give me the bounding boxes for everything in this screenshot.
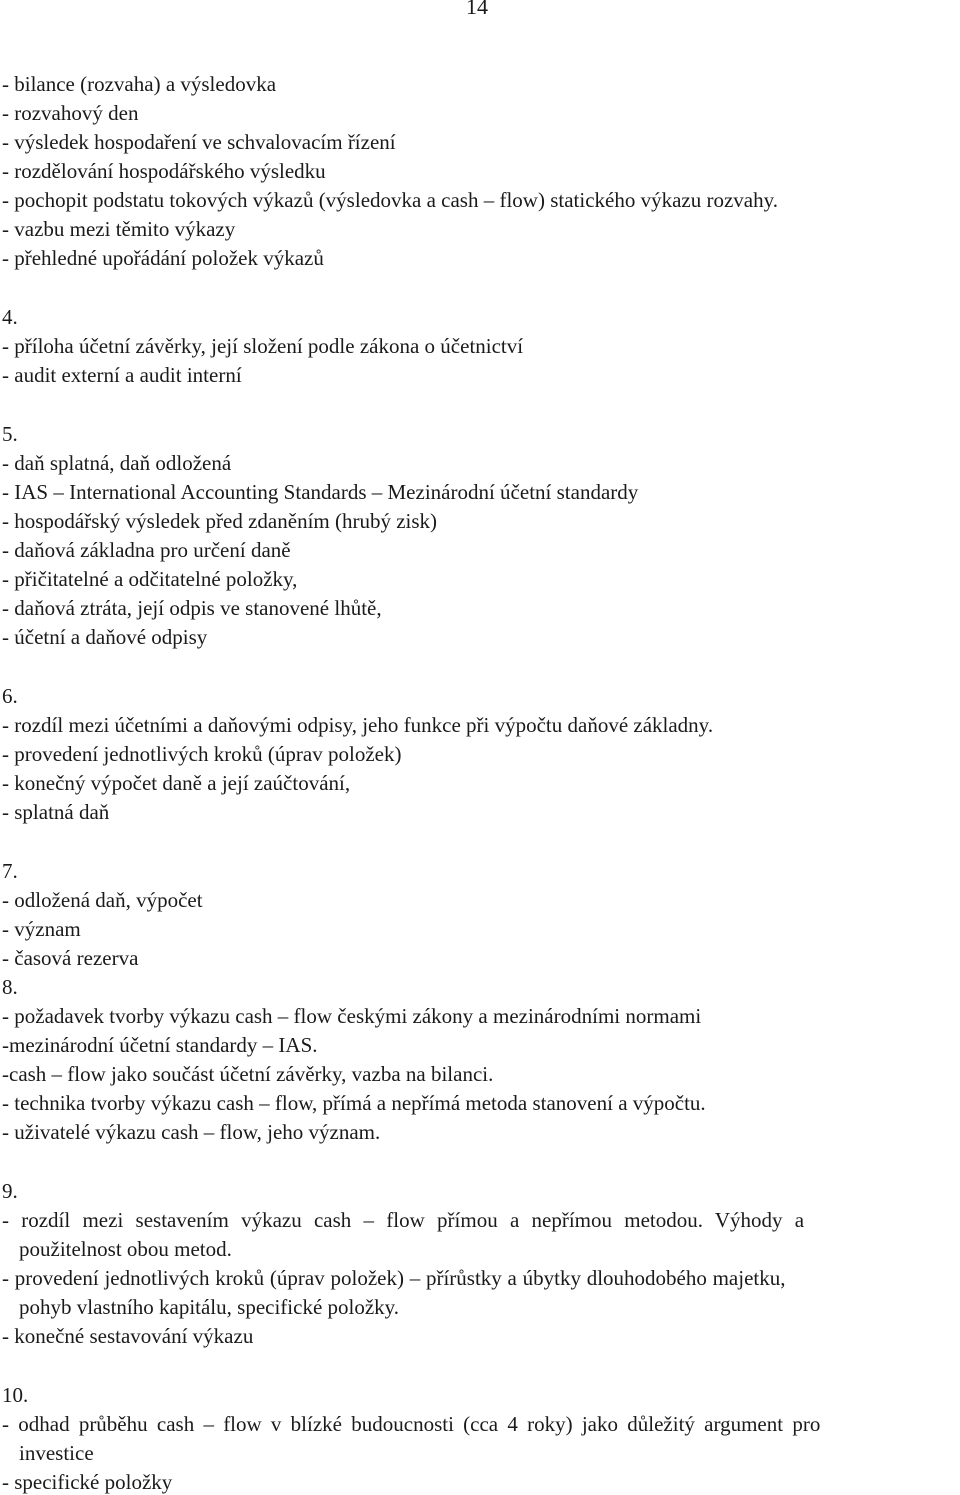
list-item: - technika tvorby výkazu cash – flow, přímá a nepřímá metoda stanovení a výpočtu. [2,1091,706,1115]
section-number: 4. [2,305,18,329]
section-number: 5. [2,422,18,446]
list-item: - konečné sestavování výkazu [2,1324,254,1348]
list-item: - IAS – International Accounting Standards – Mezinárodní účetní standardy [2,480,639,504]
list-item: - daňová základna pro určení daně [2,538,291,562]
section-number: 10. [2,1383,29,1407]
list-item: - význam [2,917,81,941]
list-item-continuation: pohyb vlastního kapitálu, specifické položky. [19,1295,400,1319]
list-item: - požadavek tvorby výkazu cash – flow českými zákony a mezinárodními normami [2,1004,702,1028]
list-item-continuation: použitelnost obou metod. [19,1237,232,1261]
section-number: 9. [2,1179,18,1203]
list-item: - časová rezerva [2,946,139,970]
list-item: - uživatelé výkazu cash – flow, jeho význam. [2,1120,381,1144]
list-item: - splatná daň [2,800,110,824]
list-item: - bilance (rozvaha) a výsledovka [2,72,277,96]
list-item: - hospodářský výsledek před zdaněním (hrubý zisk) [2,509,438,533]
list-item: - konečný výpočet daně a její zaúčtování, [2,771,351,795]
list-item: - specifické položky [2,1470,173,1494]
list-item: - pochopit podstatu tokových výkazů (výsledovka a cash – flow) statického výkazu rozvahy. [2,188,779,212]
list-item: - provedení jednotlivých kroků (úprav položek) – přírůstky a úbytky dlouhodobého majetku, [2,1266,786,1290]
list-item: - rozdíl mezi účetními a daňovými odpisy, jeho funkce při výpočtu daňové základny. [2,713,714,737]
list-item: -cash – flow jako součást účetní závěrky, vazba na bilanci. [2,1062,494,1086]
list-item: - rozdíl mezi sestavením výkazu cash – flow přímou a nepřímou metodou. Výhody a [2,1208,805,1232]
list-item: - přehledné upořádání položek výkazů [2,246,324,270]
list-item-continuation: investice [19,1441,94,1465]
list-item: - odhad průběhu cash – flow v blízké budoucnosti (cca 4 roky) jako důležitý argument pro [2,1412,821,1436]
list-item: - provedení jednotlivých kroků (úprav položek) [2,742,402,766]
section-number: 7. [2,859,18,883]
list-item: - odložená daň, výpočet [2,888,203,912]
list-item: - přičitatelné a odčitatelné položky, [2,567,298,591]
list-item: - audit externí a audit interní [2,363,242,387]
section-number: 8. [2,975,18,999]
list-item: - účetní a daňové odpisy [2,625,208,649]
page-number: 14 [466,0,488,19]
list-item: - rozvahový den [2,101,139,125]
list-item: - daň splatná, daň odložená [2,451,232,475]
list-item: - vazbu mezi těmito výkazy [2,217,236,241]
list-item: -mezinárodní účetní standardy – IAS. [2,1033,318,1057]
list-item: - výsledek hospodaření ve schvalovacím řízení [2,130,396,154]
section-number: 6. [2,684,18,708]
list-item: - daňová ztráta, její odpis ve stanovené lhůtě, [2,596,382,620]
list-item: - příloha účetní závěrky, její složení podle zákona o účetnictví [2,334,524,358]
list-item: - rozdělování hospodářského výsledku [2,159,326,183]
